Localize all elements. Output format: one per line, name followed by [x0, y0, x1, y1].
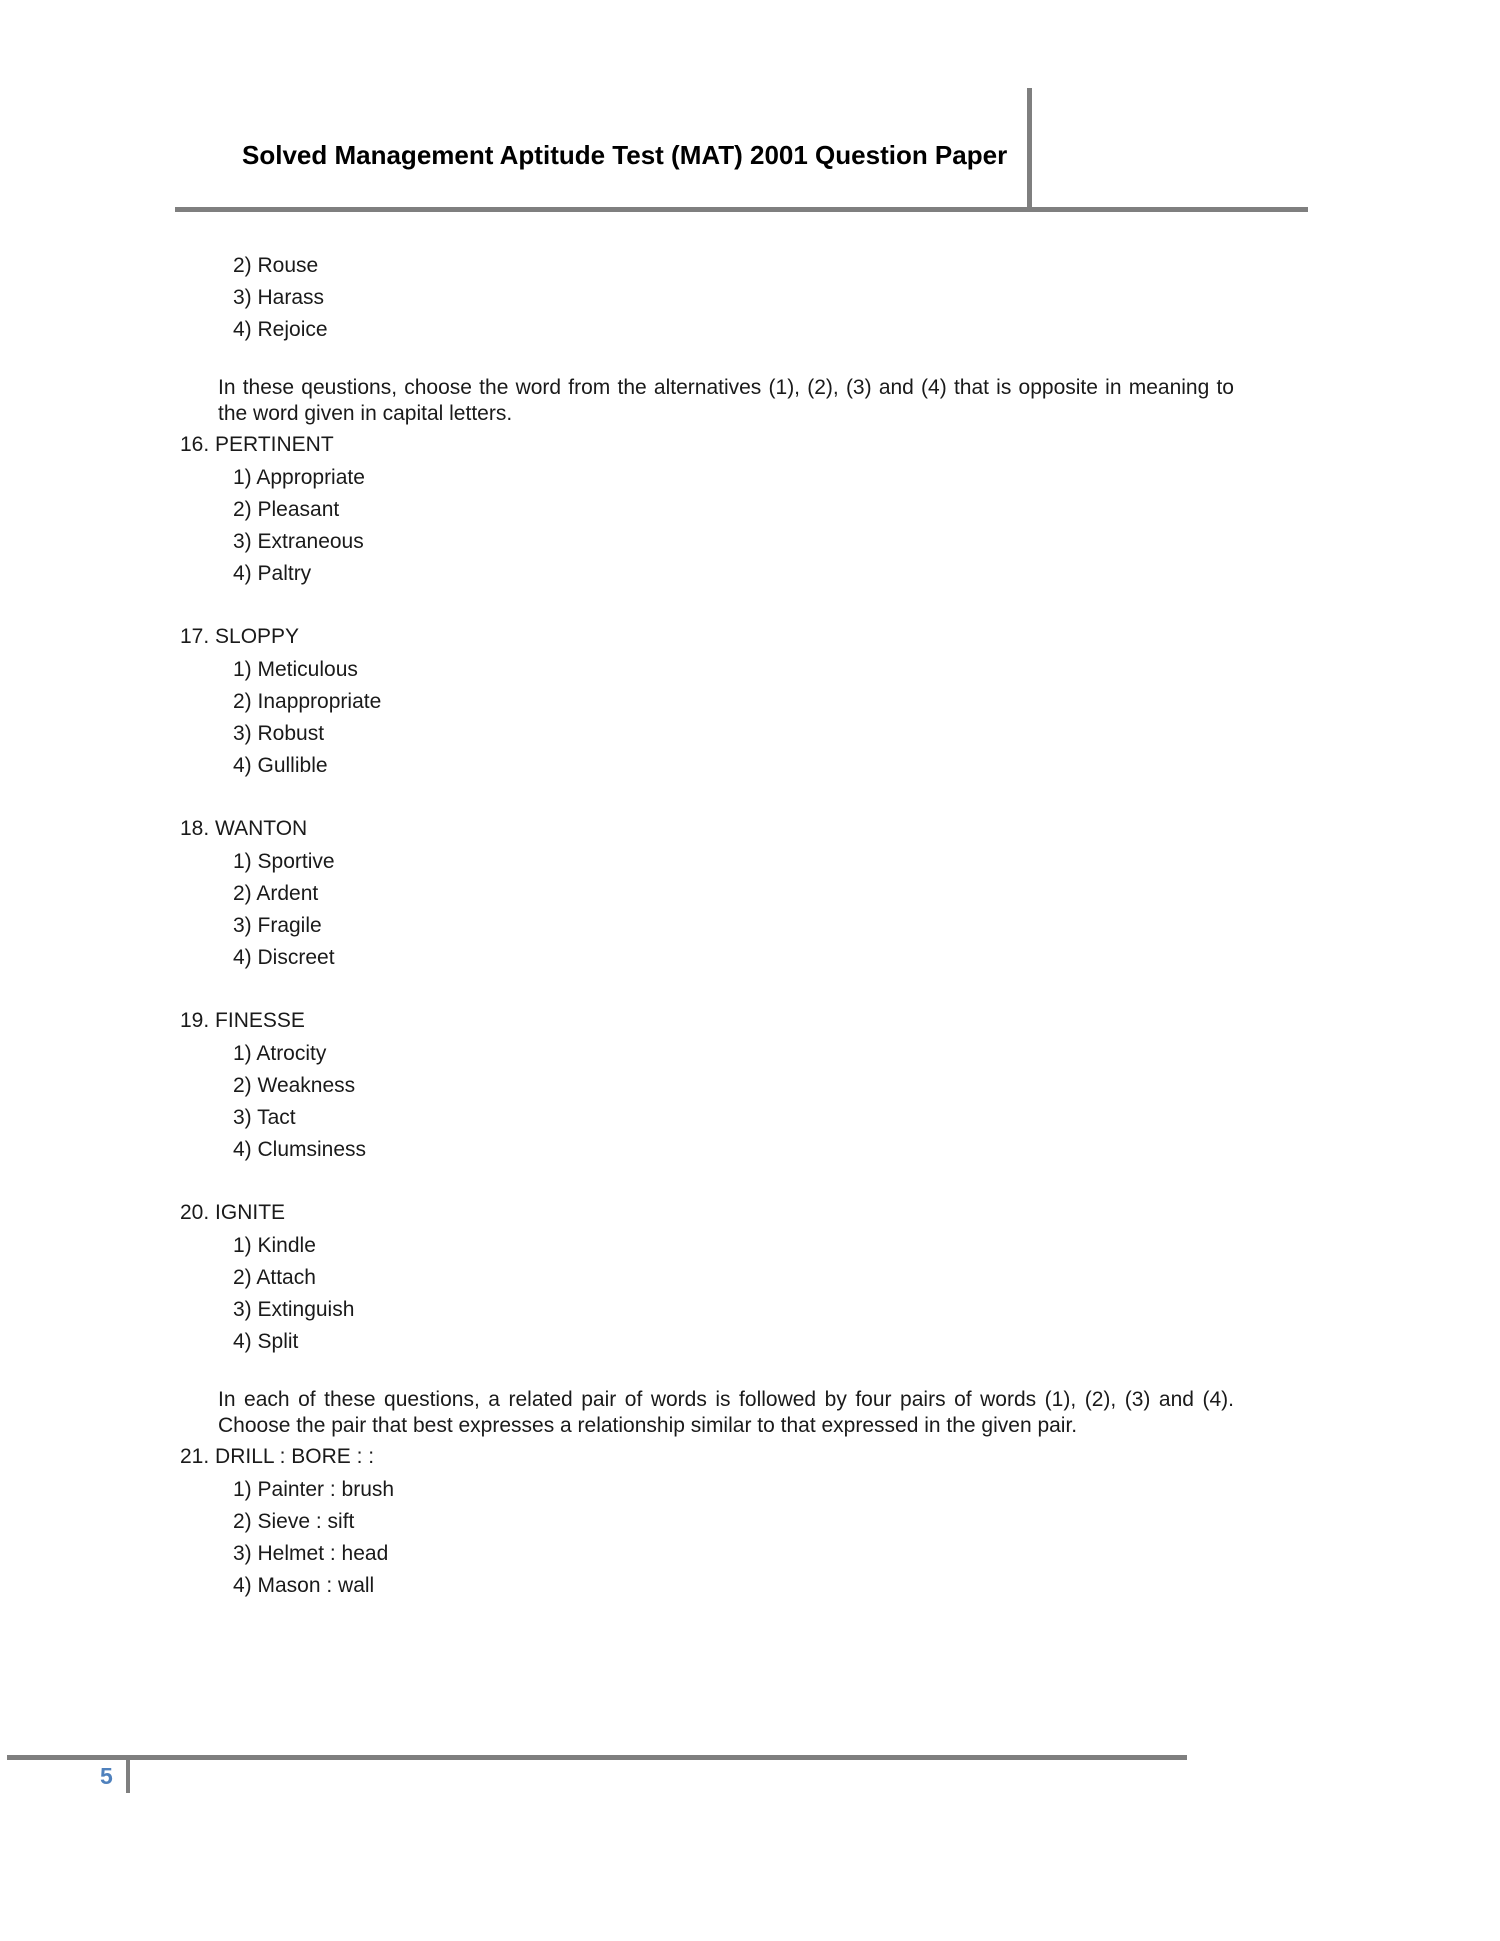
option: 2) Weakness [233, 1074, 356, 1097]
option: 4) Clumsiness [233, 1138, 367, 1161]
option: 2) Attach [233, 1266, 316, 1289]
question-title: 20. IGNITE [180, 1201, 286, 1224]
option: 1) Painter : brush [233, 1478, 395, 1501]
question-title: 17. SLOPPY [180, 625, 300, 648]
instruction-antonyms: In these qeustions, choose the word from the alternatives (1), (2), (3) and (4) that is opposite in meaning to the word given in capital letters. [218, 376, 1234, 425]
option: 4) Split [233, 1330, 299, 1353]
question-18 [180, 812, 1240, 974]
question-17 [180, 620, 1240, 782]
option: 3) Extinguish [233, 1298, 355, 1321]
question-16 [180, 428, 1240, 590]
option: 3) Helmet : head [233, 1542, 389, 1565]
question-20 [180, 1196, 1240, 1358]
option: 3) Robust [233, 722, 325, 745]
option: 4) Paltry [233, 562, 312, 585]
question-19 [180, 1004, 1240, 1166]
question-content [180, 250, 1240, 1602]
question-title: 18. WANTON [180, 817, 308, 840]
question-21 [180, 1440, 1240, 1602]
option: 3) Fragile [233, 914, 322, 937]
page-title: Solved Management Aptitude Test (MAT) 2001 Question Paper [242, 140, 1008, 170]
option: 3) Tact [233, 1106, 296, 1129]
header-divider-vertical [1027, 88, 1032, 210]
instruction-analogies: In each of these questions, a related pair of words is followed by four pairs of words (1), (2), (3) and (4). Choose the pair that best expresses a relationship similar to that expressed in the given pair. [218, 1388, 1234, 1437]
option: 1) Meticulous [233, 658, 358, 681]
option: 1) Sportive [233, 850, 335, 873]
option: 3) Extraneous [233, 530, 364, 553]
option: 2) Rouse [233, 254, 319, 277]
option: 2) Sieve : sift [233, 1510, 355, 1533]
question-title: 19. FINESSE [180, 1009, 305, 1032]
footer-divider-horizontal [7, 1755, 1187, 1760]
option: 4) Discreet [233, 946, 335, 969]
option: 3) Harass [233, 286, 325, 309]
option: 1) Atrocity [233, 1042, 327, 1065]
option: 2) Inappropriate [233, 690, 382, 713]
option: 2) Ardent [233, 882, 319, 905]
header-divider-horizontal [175, 207, 1308, 212]
option: 4) Mason : wall [233, 1574, 375, 1597]
question-title: 21. DRILL : BORE : : [180, 1445, 375, 1468]
option: 1) Kindle [233, 1234, 316, 1257]
option: 4) Rejoice [233, 318, 328, 341]
question-title: 16. PERTINENT [180, 433, 334, 456]
option: 4) Gullible [233, 754, 328, 777]
page-number: 5 [100, 1763, 113, 1789]
carryover-options [180, 250, 1240, 346]
page-header [0, 0, 1500, 215]
footer-divider-vertical [126, 1757, 130, 1793]
option: 1) Appropriate [233, 466, 365, 489]
option: 2) Pleasant [233, 498, 340, 521]
